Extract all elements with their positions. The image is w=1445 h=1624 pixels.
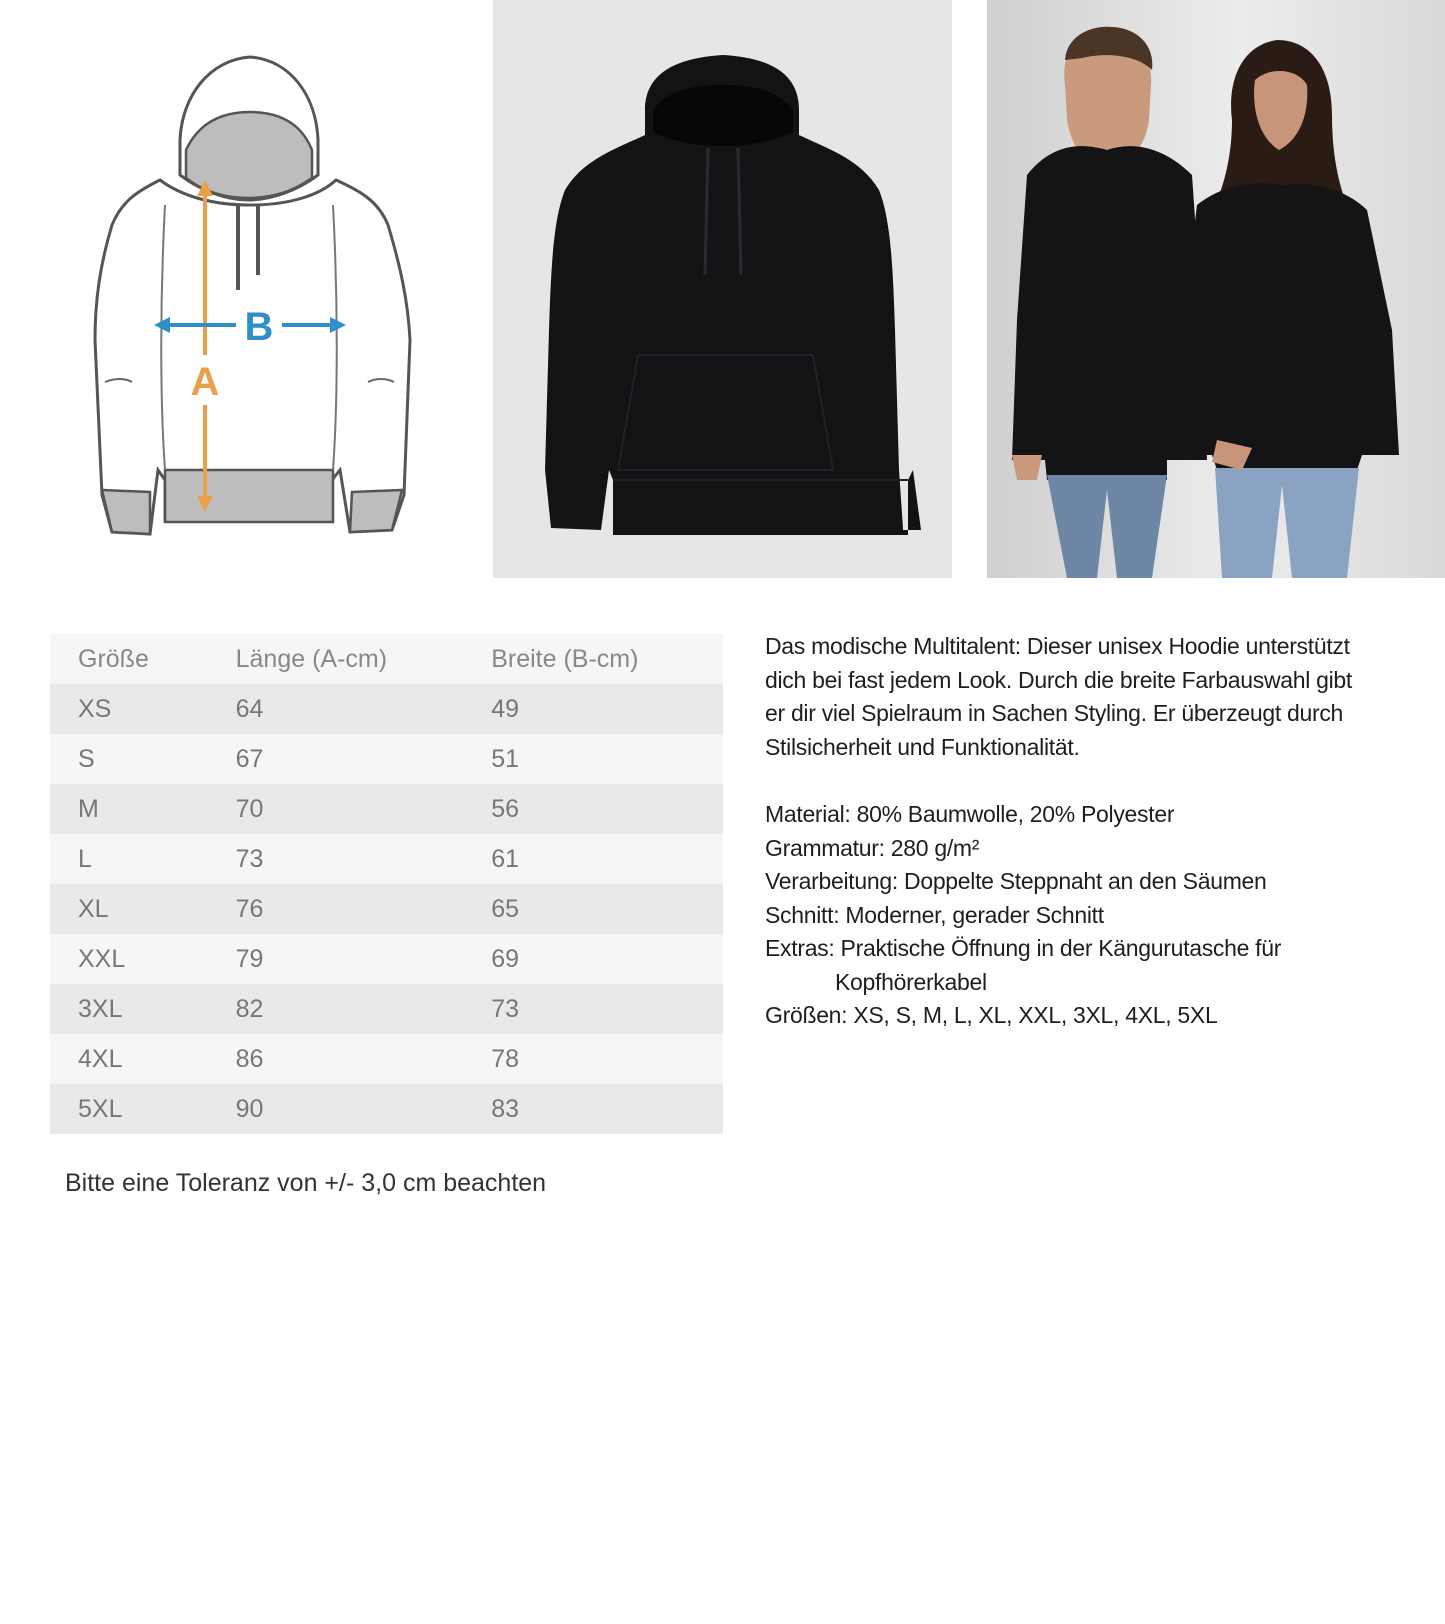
product-description [765, 630, 1365, 1033]
diagram-label-b: B [244, 305, 274, 349]
table-row [50, 884, 723, 934]
cell-length: 76 [235, 894, 264, 923]
spec-extras: Extras: Praktische Öffnung in der Kängurutasche für [765, 935, 1282, 961]
spec-extras-continued: Kopfhörerkabel [835, 968, 987, 995]
cell-length: 73 [235, 844, 264, 873]
cell-width: 56 [491, 794, 520, 823]
black-hoodie-image [493, 0, 952, 578]
spec-cut: Schnitt: Moderner, gerader Schnitt [765, 901, 1104, 928]
cell-size: S [78, 744, 95, 773]
header-length: Länge (A-cm) [235, 644, 388, 673]
table-row [50, 834, 723, 884]
cell-size: XXL [78, 944, 126, 973]
cell-width: 78 [491, 1044, 520, 1073]
cell-size: 4XL [78, 1044, 123, 1073]
cell-size: L [78, 844, 92, 873]
cell-length: 70 [235, 794, 264, 823]
cell-width: 61 [491, 844, 520, 873]
table-row [50, 734, 723, 784]
cell-length: 86 [235, 1044, 264, 1073]
diagram-label-a: A [190, 360, 220, 404]
table-row [50, 934, 723, 984]
spec-material: Material: 80% Baumwolle, 20% Polyester [765, 801, 1175, 827]
cell-width: 49 [491, 694, 520, 723]
size-diagram-image [0, 0, 492, 578]
cell-length: 82 [235, 994, 264, 1023]
cell-size: 3XL [78, 994, 123, 1023]
product-image [493, 0, 952, 578]
hoodie-outline-drawing [0, 0, 492, 578]
cell-width: 65 [491, 894, 520, 923]
table-row [50, 1084, 723, 1134]
cell-length: 67 [235, 744, 264, 773]
spec-sizes: Größen: XS, S, M, L, XL, XXL, 3XL, 4XL, 5XL [765, 1002, 1218, 1028]
table-row [50, 684, 723, 734]
size-table [50, 634, 723, 1134]
cell-width: 51 [491, 744, 520, 773]
cell-length: 64 [235, 694, 264, 723]
spec-processing: Verarbeitung: Doppelte Steppnaht an den Säumen [765, 868, 1267, 894]
female-model [1177, 40, 1399, 578]
cell-length: 79 [235, 944, 264, 973]
table-row [50, 784, 723, 834]
cell-size: XS [78, 694, 112, 723]
spec-grammage: Grammatur: 280 g/m² [765, 834, 980, 861]
header-width: Breite (B-cm) [491, 644, 639, 673]
cell-width: 83 [491, 1094, 520, 1123]
description-intro: Das modische Multitalent: Dieser unisex Hoodie unterstützt dich bei fast jedem Look. Durch die breite Farbauswahl gibt er dir viel Spielraum in Sachen Styling. Er überzeugt durch Stilsicherheit und Funktionalität. [765, 633, 1353, 760]
cell-width: 73 [491, 994, 520, 1023]
size-table-header-row [50, 634, 723, 684]
cell-size: 5XL [78, 1094, 123, 1123]
two-models-wearing-hoodies [987, 0, 1445, 578]
male-model [1012, 27, 1207, 578]
tolerance-note: Bitte eine Toleranz von +/- 3,0 cm beachten [65, 1169, 547, 1197]
cell-size: M [78, 794, 99, 823]
table-row [50, 984, 723, 1034]
cell-length: 90 [235, 1094, 264, 1123]
header-size: Größe [78, 644, 149, 673]
table-row [50, 1034, 723, 1084]
models-photo [987, 0, 1445, 578]
cell-size: XL [78, 894, 109, 923]
cell-width: 69 [491, 944, 520, 973]
